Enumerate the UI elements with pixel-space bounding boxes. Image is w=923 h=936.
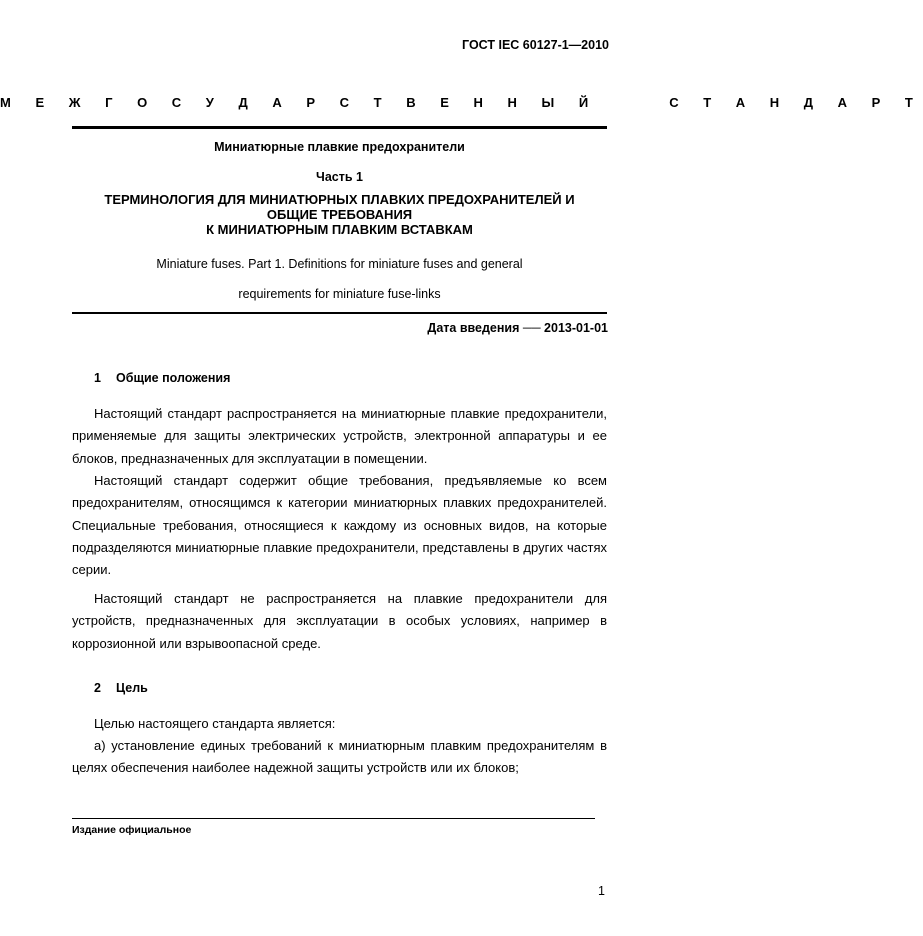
title-line-2: ОБЩИЕ ТРЕБОВАНИЯ — [266, 207, 413, 222]
section-1-paragraph-2: Настоящий стандарт содержит общие требования, предъявляемые ко всем предохранителям, относящимся к категории миниатюрных плавких предохранителей. Специальные требования, относящиеся к каждому из основных видов, на которые подразделяются миниатюрные плавкие предохранители, представлены в других частях серии. — [72, 473, 607, 578]
edition-note: Издание официальное — [72, 824, 192, 836]
title-line-1: ТЕРМИНОЛОГИЯ ДЛЯ МИНИАТЮРНЫХ ПЛАВКИХ ПРЕДОХРАНИТЕЛЕЙ И — [104, 192, 575, 207]
document-part: Часть 1 — [316, 170, 363, 184]
interstate-standard-label: М Е Ж Г О С У Д А Р С Т В Е Н Н Ы Й С Т А Н Д А Р Т — [0, 95, 923, 110]
header-divider — [72, 126, 607, 129]
footnote-divider — [72, 818, 595, 819]
section-2-paragraph-2: а) установление единых требований к миниатюрным плавким предохранителям в целях обеспечения наиболее надежной защиты устройств или их блоков; — [72, 738, 607, 776]
section-2-number: 2 — [94, 681, 101, 695]
page-number: 1 — [598, 884, 605, 898]
section-1-number: 1 — [94, 371, 101, 385]
section-1-paragraph-1: Настоящий стандарт распространяется на миниатюрные плавкие предохранители, применяемые для защиты электрических устройств, электронной аппаратуры и ее блоков, предназначенных для эксплуатации в помещении. — [72, 406, 607, 466]
section-1-paragraph-3: Настоящий стандарт не распространяется на плавкие предохранители для устройств, предназначенных для эксплуатации в особых условиях, например в коррозионной или взрывоопасной среде. — [72, 591, 607, 651]
standard-code: ГОСТ IEC 60127-1—2010 — [462, 38, 609, 52]
english-title-line-2: requirements for miniature fuse-links — [238, 287, 441, 301]
document-title — [72, 192, 607, 237]
section-2-heading — [94, 681, 148, 695]
introduction-date: Дата введения ── 2013-01-01 — [427, 321, 608, 335]
section-2-title: Цель — [116, 681, 148, 695]
section-1-heading — [94, 371, 230, 385]
title-line-3: К МИНИАТЮРНЫМ ПЛАВКИМ ВСТАВКАМ — [206, 222, 473, 237]
section-2-paragraph-1: Целью настоящего стандарта является: — [94, 716, 336, 731]
title-divider — [72, 312, 607, 314]
english-title-line-1: Miniature fuses. Part 1. Definitions for miniature fuses and general — [156, 257, 523, 271]
document-subject: Миниатюрные плавкие предохранители — [214, 140, 465, 154]
section-1-title: Общие положения — [116, 371, 231, 385]
